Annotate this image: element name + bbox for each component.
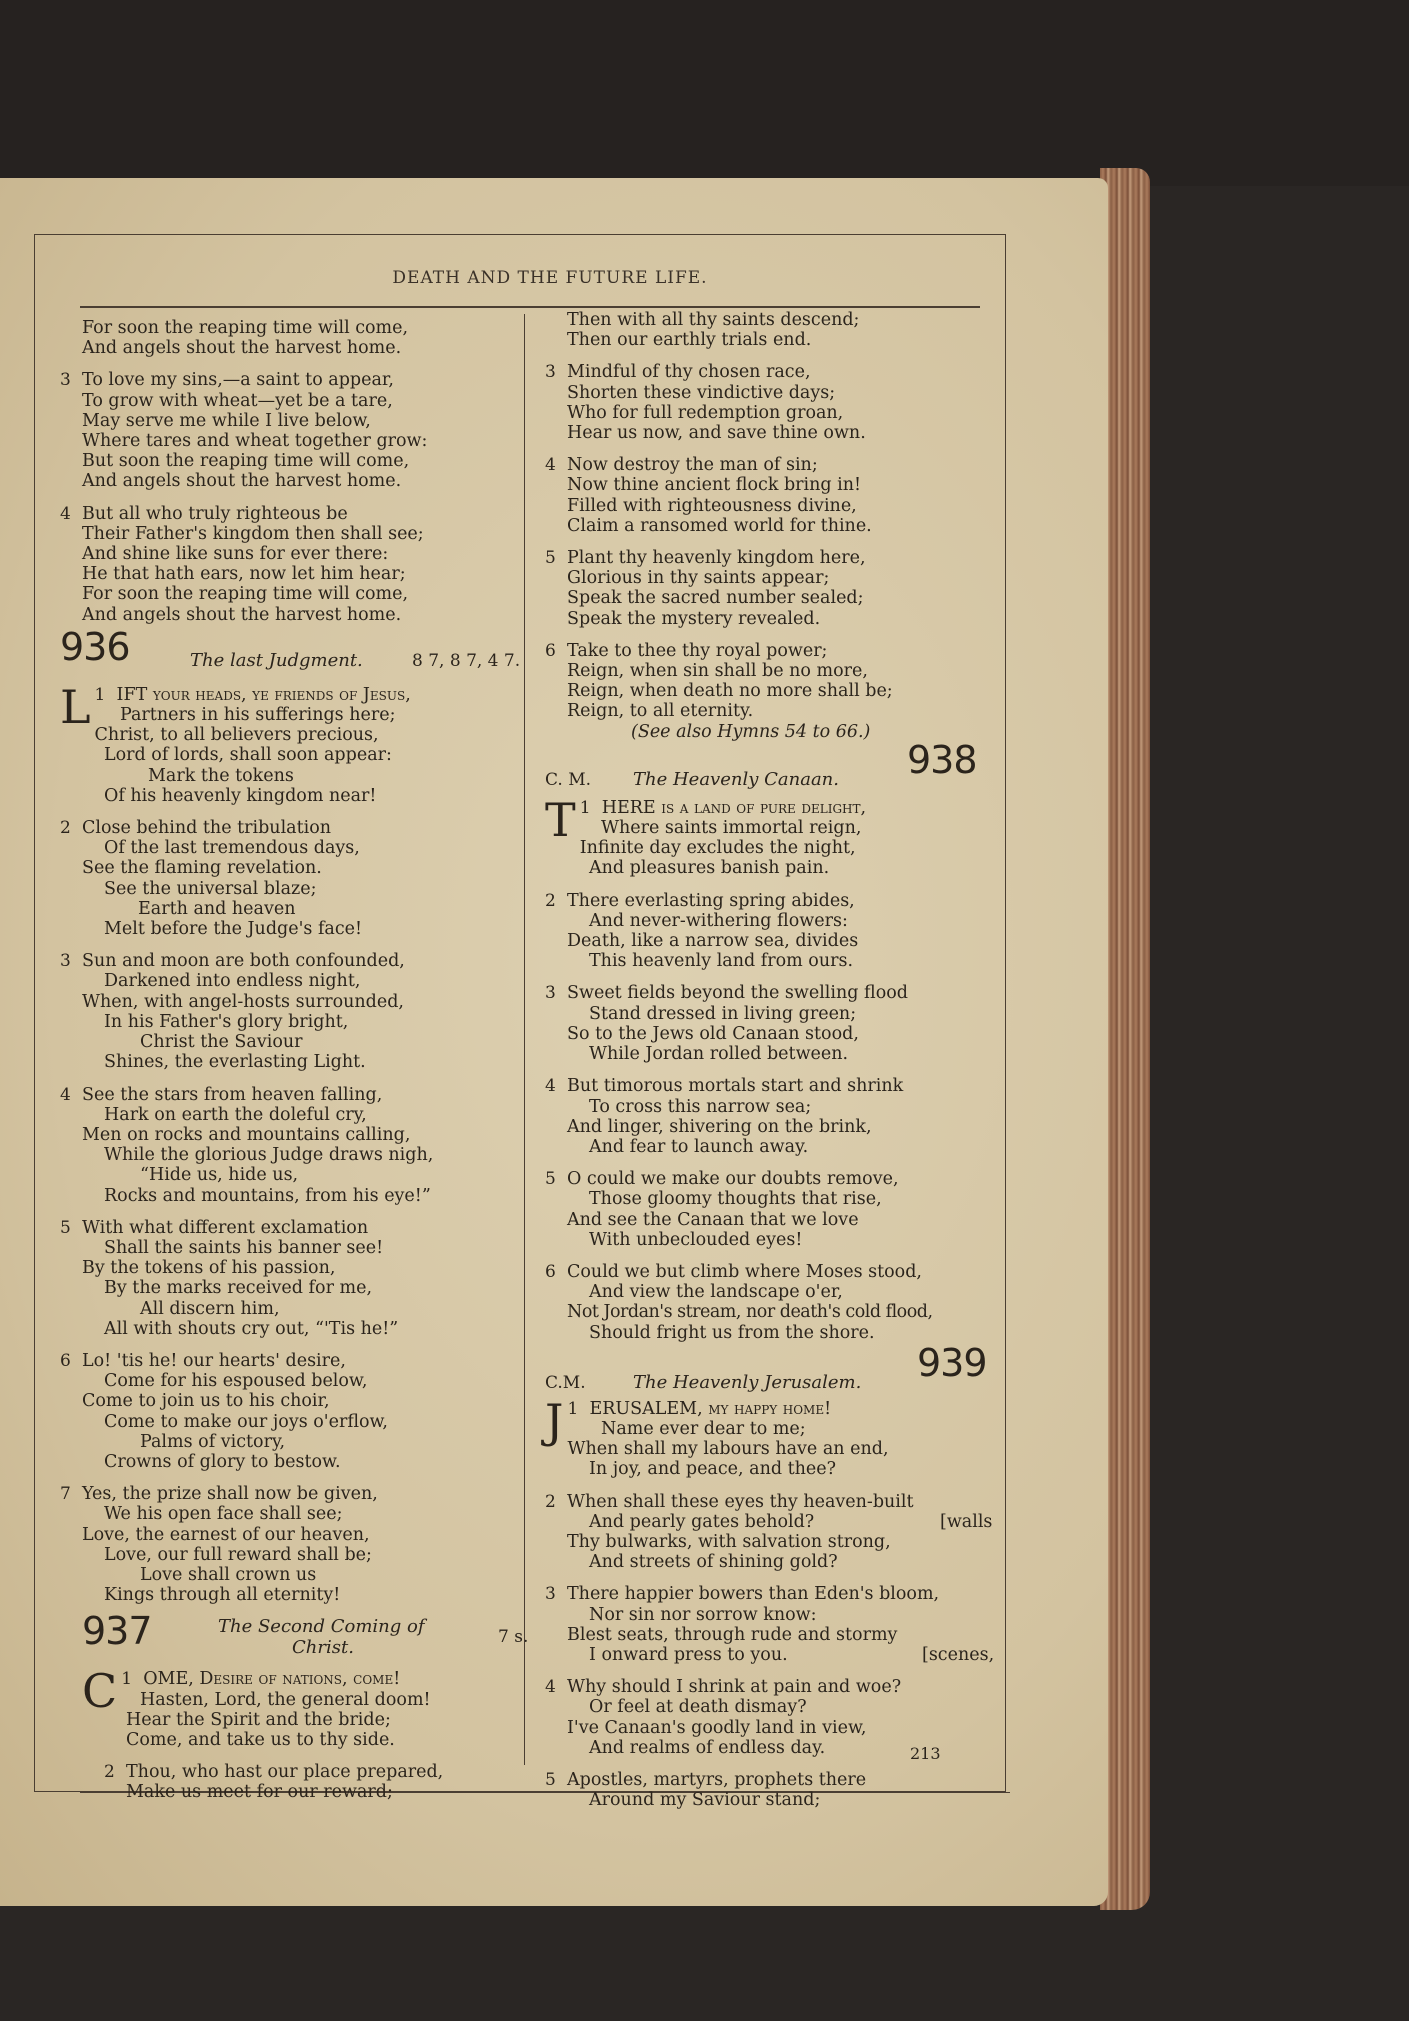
verse-line: So to the Jews old Canaan stood, bbox=[567, 1023, 859, 1044]
verse-line: In his Father's glory bright, bbox=[104, 1011, 349, 1032]
verse-number: 6 bbox=[545, 1261, 556, 1282]
verse-line: I've Canaan's goodly land in view, bbox=[567, 1717, 867, 1738]
verse-line: Hasten, Lord, the general doom! bbox=[140, 1689, 431, 1710]
hymn-title: The last Judgment. bbox=[190, 649, 363, 671]
running-title: DEATH AND THE FUTURE LIFE. bbox=[392, 268, 708, 288]
verse-line: Reign, to all eternity. bbox=[567, 701, 754, 722]
verse-line: Around my Saviour stand; bbox=[589, 1790, 821, 1811]
verse-line: And streets of shining gold? bbox=[589, 1552, 838, 1573]
verse-line: I onward press to you. [scenes, bbox=[589, 1644, 995, 1665]
verse-line: Mark the tokens bbox=[148, 765, 294, 786]
verse-line: 1 J ERUSALEM, my happy home! bbox=[545, 1393, 832, 1448]
verse-line: For soon the reaping time will come, bbox=[82, 318, 409, 338]
verse-line: Hear the Spirit and the bride; bbox=[126, 1709, 391, 1730]
verse-line: Thy bulwarks, with salvation strong, bbox=[567, 1531, 891, 1552]
verse-line: Reign, when death no more shall be; bbox=[567, 681, 893, 702]
verse-number: 5 bbox=[545, 548, 556, 569]
column-rule bbox=[524, 314, 525, 1765]
verse-line: Blest seats, through rude and stormy bbox=[567, 1624, 898, 1645]
verse-line: Who for full redemption groan, bbox=[567, 402, 844, 423]
verse-line: 7 Yes, the prize shall now be given, bbox=[60, 1484, 378, 1505]
verse-line: 4 But all who truly righteous be bbox=[60, 503, 348, 524]
verse-number: 3 bbox=[60, 951, 71, 972]
verse-line: Palms of victory, bbox=[140, 1431, 286, 1452]
verse-line: Filled with righteousness divine, bbox=[567, 495, 857, 516]
verse-line: Shines, the everlasting Light. bbox=[104, 1052, 366, 1073]
verse-line: To grow with wheat—yet be a tare, bbox=[82, 390, 393, 411]
verse-number: 5 bbox=[60, 1217, 71, 1238]
verse-number: 5 bbox=[545, 1169, 556, 1190]
turnover-bracket: [scenes, bbox=[922, 1644, 995, 1665]
background-top bbox=[0, 0, 1409, 186]
verse-line: 6 Lo! 'tis he! our hearts' desire, bbox=[60, 1350, 346, 1371]
verse-line: Earth and heaven bbox=[138, 898, 296, 919]
hymn-meter: 7 s. bbox=[498, 1627, 529, 1648]
verse-line: Claim a ransomed world for thine. bbox=[567, 515, 872, 536]
verse-number: 6 bbox=[545, 640, 556, 661]
verse-line: Hark on earth the doleful cry, bbox=[104, 1104, 367, 1125]
verse-line: In joy, and peace, and thee? bbox=[589, 1459, 837, 1480]
verse-line: All with shouts cry out, “'Tis he!” bbox=[104, 1318, 399, 1339]
verse-line: When, with angel-hosts surrounded, bbox=[82, 991, 404, 1012]
verse-line: Glorious in thy saints appear; bbox=[567, 568, 830, 589]
verse-line: 3 Sweet fields beyond the swelling flood bbox=[545, 983, 908, 1004]
verse-number: 6 bbox=[60, 1350, 71, 1371]
verse-line: And angels shout the harvest home. bbox=[82, 338, 402, 359]
verse-line: Infinite day excludes the night, bbox=[579, 838, 856, 859]
hymn-header-937 bbox=[60, 1609, 529, 1665]
verse-line: And never-withering flowers: bbox=[589, 910, 848, 931]
verse-line: And fear to launch away. bbox=[589, 1136, 809, 1157]
verse-number: 1 bbox=[567, 1398, 579, 1419]
verse-line: Men on rocks and mountains calling, bbox=[82, 1124, 411, 1145]
verse-line: Not Jordan's stream, nor death's cold flood, bbox=[567, 1302, 933, 1323]
verse-line: See the universal blaze; bbox=[104, 878, 317, 899]
verse-line: For soon the reaping time will come, bbox=[82, 584, 409, 605]
verse-line: And linger, shivering on the brink, bbox=[567, 1116, 872, 1137]
verse-line: Death, like a narrow sea, divides bbox=[567, 931, 859, 952]
verse-number: 4 bbox=[545, 1076, 556, 1097]
hymn-number: 938 bbox=[907, 737, 977, 782]
verse-line: Make us meet for our reward; bbox=[126, 1782, 393, 1803]
verse-line: This heavenly land from ours. bbox=[589, 951, 854, 972]
page-number: 213 bbox=[910, 1744, 941, 1763]
verse-line: 5 With what different exclamation bbox=[60, 1217, 369, 1238]
verse-number: 4 bbox=[60, 1084, 71, 1105]
hymn-meter: C.M. bbox=[545, 1372, 586, 1393]
verse-number: 3 bbox=[545, 1584, 556, 1605]
verse-line: Christ, to all believers precious, bbox=[94, 725, 379, 746]
verse-line: By the marks received for me, bbox=[104, 1278, 373, 1299]
hymn-title: The Second Coming of bbox=[218, 1616, 425, 1638]
verse-line: Come, and take us to thy side. bbox=[126, 1729, 395, 1750]
hymn-number: 937 bbox=[82, 1609, 152, 1654]
verse-line: Melt before the Judge's face! bbox=[104, 919, 363, 940]
verse-line: He that hath ears, now let him hear; bbox=[82, 564, 406, 585]
verse-number: 2 bbox=[60, 818, 71, 839]
verse-number: 1 bbox=[579, 797, 591, 818]
verse-line: Hear us now, and save thine own. bbox=[567, 423, 866, 444]
verse-line: Shorten these vindictive days; bbox=[567, 382, 836, 403]
verse-line: To cross this narrow sea; bbox=[589, 1096, 812, 1117]
verse-line: May serve me while I live below, bbox=[82, 410, 371, 431]
verse-line: And view the landscape o'er, bbox=[589, 1282, 843, 1303]
verse-line: 4 Why should I shrink at pain and woe? bbox=[545, 1677, 902, 1698]
verse-number: 4 bbox=[60, 503, 71, 524]
verse-number: 2 bbox=[545, 890, 556, 911]
verse-line: 2 Close behind the tribulation bbox=[60, 818, 332, 839]
verse-number: 1 bbox=[121, 1669, 133, 1690]
verse-line: Come to make our joys o'erflow, bbox=[104, 1411, 388, 1432]
verse-line: 2 Thou, who hast our place prepared, bbox=[104, 1762, 444, 1783]
verse-line: Love, our full reward shall be; bbox=[104, 1544, 372, 1565]
verse-line: Nor sin nor sorrow know: bbox=[589, 1604, 817, 1625]
verse-number: 5 bbox=[545, 1769, 556, 1790]
verse-line: Crowns of glory to bestow. bbox=[104, 1451, 341, 1472]
drop-cap: T bbox=[545, 792, 576, 847]
hymn-header-939 bbox=[545, 1340, 1015, 1395]
verse-line: Reign, when sin shall be no more, bbox=[567, 661, 868, 682]
verse-line: 2 When shall these eyes thy heaven-built bbox=[545, 1491, 914, 1512]
verse-line: “Hide us, hide us, bbox=[140, 1165, 299, 1186]
drop-cap: C bbox=[82, 1664, 118, 1719]
verse-line: 3 To love my sins,—a saint to appear, bbox=[60, 370, 394, 391]
verse-number: 2 bbox=[545, 1491, 556, 1512]
verse-line: 3 There happier bowers than Eden's bloom, bbox=[545, 1584, 940, 1605]
verse-line: 6 Could we but climb where Moses stood, bbox=[545, 1261, 922, 1282]
verse-line: Shall the saints his banner see! bbox=[104, 1237, 384, 1258]
verse-line: 5 O could we make our doubts remove, bbox=[545, 1169, 899, 1190]
verse-number: 2 bbox=[104, 1762, 115, 1783]
verse-line: Come to join us to his choir, bbox=[82, 1391, 330, 1412]
verse-line: 1 T HERE is a land of pure delight, bbox=[545, 792, 867, 847]
hymn-header-936 bbox=[60, 624, 521, 681]
verse-line: See the flaming revelation. bbox=[82, 858, 322, 879]
verse-line: Partners in his sufferings here; bbox=[120, 705, 396, 726]
verse-line: 5 Apostles, martyrs, prophets there bbox=[545, 1769, 867, 1790]
verse-line: Should fright us from the shore. bbox=[589, 1322, 875, 1343]
hymn-meter: 8 7, 8 7, 4 7. bbox=[412, 650, 521, 671]
verse-line: All discern him, bbox=[140, 1298, 280, 1319]
verse-line: 3 Sun and moon are both confounded, bbox=[60, 951, 405, 972]
verse-line: Lord of lords, shall soon appear: bbox=[104, 745, 392, 766]
header-rule bbox=[80, 306, 980, 308]
verse-number: 4 bbox=[545, 1677, 556, 1698]
verse-line: And see the Canaan that we love bbox=[567, 1209, 859, 1230]
verse-line: Of the last tremendous days, bbox=[104, 838, 360, 859]
verse-line: Rocks and mountains, from his eye!” bbox=[104, 1185, 431, 1206]
verse-line: 4 Now destroy the man of sin; bbox=[545, 455, 818, 476]
verse-line: We his open face shall see; bbox=[104, 1504, 343, 1525]
verse-line: And shine like suns for ever there: bbox=[82, 544, 389, 565]
verse-line: When shall my labours have an end, bbox=[567, 1439, 889, 1460]
verse-number: 3 bbox=[60, 370, 71, 391]
hymn-title: The Heavenly Canaan. bbox=[633, 768, 839, 790]
verse-line: 3 Mindful of thy chosen race, bbox=[545, 362, 811, 383]
right-column bbox=[545, 310, 1015, 1810]
hymn-number: 939 bbox=[917, 1340, 987, 1385]
verse-line: 5 Plant thy heavenly kingdom here, bbox=[545, 548, 866, 569]
verse-line: Where saints immortal reign, bbox=[601, 818, 862, 839]
verse-number: 4 bbox=[545, 455, 556, 476]
verse-line: And angels shout the harvest home. bbox=[82, 471, 402, 492]
verse-line: And realms of endless day. bbox=[589, 1737, 826, 1758]
verse-line: Kings through all eternity! bbox=[104, 1585, 341, 1606]
hymn-number: 936 bbox=[60, 624, 130, 669]
verse-line: Or feel at death dismay? bbox=[589, 1697, 807, 1718]
verse-line: Come for his espoused below, bbox=[104, 1371, 368, 1392]
hymn-meter: C. M. bbox=[545, 769, 592, 790]
verse-line: Speak the mystery revealed. bbox=[567, 608, 821, 629]
verse-number: 1 bbox=[94, 684, 106, 705]
turnover-bracket: [walls bbox=[940, 1511, 993, 1532]
verse-number: 7 bbox=[60, 1484, 71, 1505]
left-column bbox=[60, 318, 529, 1803]
verse-line: Name ever dear to me; bbox=[601, 1418, 806, 1439]
verse-line: Now thine ancient flock bring in! bbox=[567, 475, 862, 496]
verse-line: 1 C OME, Desire of nations, come! bbox=[82, 1664, 401, 1719]
verse-line: By the tokens of his passion, bbox=[82, 1258, 336, 1279]
verse-line: And pleasures banish pain. bbox=[589, 858, 830, 879]
verse-line: Of his heavenly kingdom near! bbox=[104, 785, 377, 806]
verse-line: Stand dressed in living green; bbox=[589, 1003, 857, 1024]
verse-line: Speak the sacred number sealed; bbox=[567, 588, 864, 609]
drop-cap: J bbox=[545, 1393, 564, 1448]
hymn-title-cont: Christ. bbox=[292, 1637, 354, 1659]
verse-line: 6 Take to thee thy royal power; bbox=[545, 640, 828, 661]
verse-number: 3 bbox=[545, 362, 556, 383]
verse-line: Love, the earnest of our heaven, bbox=[82, 1524, 370, 1545]
verse-line: And angels shout the harvest home. bbox=[82, 604, 402, 625]
verse-line: 4 See the stars from heaven falling, bbox=[60, 1084, 383, 1105]
verse-line: And pearly gates behold? [walls bbox=[589, 1511, 993, 1532]
drop-cap: L bbox=[60, 679, 91, 734]
verse-line: Darkened into endless night, bbox=[104, 971, 361, 992]
verse-line: Christ the Saviour bbox=[140, 1032, 303, 1053]
verse-line: Where tares and wheat together grow: bbox=[82, 431, 428, 452]
verse-line: Then with all thy saints descend; bbox=[567, 310, 860, 330]
verse-number: 3 bbox=[545, 983, 556, 1004]
verse-line: Then our earthly trials end. bbox=[567, 330, 812, 351]
verse-line: Their Father's kingdom then shall see; bbox=[82, 523, 424, 544]
verse-line: With unbeclouded eyes! bbox=[589, 1229, 803, 1250]
hymn-header-938 bbox=[545, 737, 1015, 794]
verse-line: While Jordan rolled between. bbox=[589, 1044, 849, 1065]
verse-line: Love shall crown us bbox=[140, 1564, 317, 1585]
see-also-note: (See also Hymns 54 to 66.) bbox=[631, 721, 871, 742]
hymn-title: The Heavenly Jerusalem. bbox=[633, 1371, 862, 1393]
verse-line: Those gloomy thoughts that rise, bbox=[589, 1189, 882, 1210]
verse-line: While the glorious Judge draws nigh, bbox=[104, 1145, 434, 1166]
verse-line: 2 There everlasting spring abides, bbox=[545, 890, 855, 911]
verse-line: But soon the reaping time will come, bbox=[82, 451, 410, 472]
verse-line: 1 L IFT your heads, ye friends of Jesus, bbox=[60, 679, 411, 734]
verse-line: 4 But timorous mortals start and shrink bbox=[545, 1076, 904, 1097]
